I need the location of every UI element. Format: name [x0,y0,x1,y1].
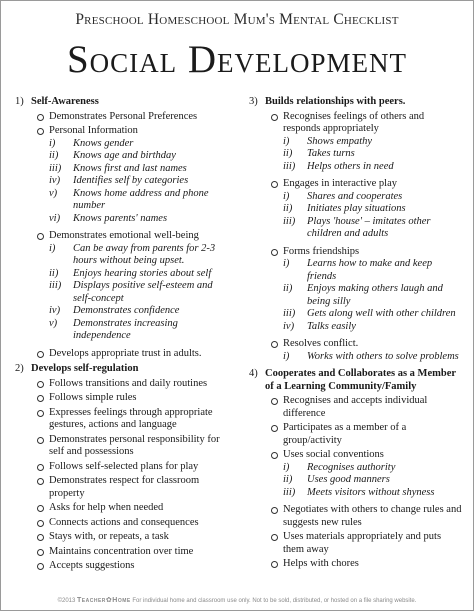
checklist-item: Helps with chores [249,558,463,571]
sub-item: ii) Enjoys hearing stories about self [49,267,212,279]
circle-bullet-icon [37,395,44,402]
sub-item: i) Learns how to make and keep friends [283,258,433,282]
checklist-item: Engages in interactive play [249,178,463,191]
circle-bullet-icon [271,452,278,459]
circle-bullet-icon [37,478,44,485]
section-heading: 1) Self-Awareness [15,96,99,107]
sub-item: i) Shows empathy [283,135,373,147]
section-heading: 3) Builds relationships with peers. [249,96,406,107]
footer-brand: Teacher✿Home [77,597,131,604]
circle-bullet-icon [271,114,278,121]
footer-notice: For individual home and classroom use only. Not to be sold, distributed, or hosted on a file sharing website. [132,598,417,604]
section-learning-community [249,368,463,571]
circle-bullet-icon [271,341,278,348]
section-heading: 4) Cooperates and Collaborates as a Member of a Learning Community/Family [249,368,456,392]
sub-item: ii) Initiates play situations [283,203,406,214]
sub-item: vi) Knows parents' names [49,212,168,224]
circle-bullet-icon [37,381,44,388]
sub-item: i) Recognises authority [283,461,396,473]
checklist-item: Follows simple rules [15,392,233,405]
checklist-item: Participates as a member of a group/activity [249,422,463,447]
circle-bullet-icon [37,563,44,570]
circle-bullet-icon [37,410,44,417]
checklist-item: Follows transitions and daily routines [15,378,233,391]
circle-bullet-icon [37,351,44,358]
checklist-item: Uses social conventions [249,449,463,462]
sub-item: iii) Knows first and last names [49,162,187,174]
checklist-item: Accepts suggestions [15,560,233,573]
circle-bullet-icon [271,534,278,541]
main-title: Social Development [66,38,408,81]
sub-item: iii) Plays 'house' – imitates other children and adults [283,215,431,239]
checklist-item: Demonstrates personal responsibility for self and possessions [15,434,233,459]
sub-item: iii) Gets along well with other children [283,308,456,319]
circle-bullet-icon [37,233,44,240]
sub-item: i) Knows gender [49,137,134,149]
circle-bullet-icon [271,561,278,568]
header-title: Preschool Homeschool Mum's Mental Checklist [75,11,399,28]
checklist-item: Expresses feelings through appropriate gestures, actions and language [15,407,233,432]
checklist-item: Negotiates with others to change rules and suggests new rules [249,504,463,529]
sub-item: i) Shares and cooperates [283,190,403,202]
sub-item: i) Works with others to solve problems [283,350,459,362]
checklist-item: Demonstrates respect for classroom property [15,475,233,500]
sub-item: v) Knows home address and phone number [49,187,209,211]
sub-item: i) Can be away from parents for 2-3 hours without being upset. [49,242,216,266]
circle-bullet-icon [37,534,44,541]
sub-item: ii) Enjoys making others laugh and being silly [283,283,443,307]
circle-bullet-icon [37,520,44,527]
section-self-awareness [15,96,233,360]
checklist-item: Uses materials appropriately and puts them away [249,531,463,556]
checklist-item: Resolves conflict. [249,338,463,351]
checklist-item: Stays with, or repeats, a task [15,531,233,544]
right-column [249,96,463,571]
sub-item: iv) Identifies self by categories [49,175,189,186]
circle-bullet-icon [37,464,44,471]
footer [1,596,473,604]
sub-item: iii) Meets visitors without shyness [283,486,435,498]
circle-bullet-icon [271,507,278,514]
footer-copyright: ©2013 [57,598,76,604]
checklist-item: Connects actions and consequences [15,517,233,530]
checklist-item: Maintains concentration over time [15,546,233,559]
checklist-item: Asks for help when needed [15,502,233,515]
checklist-item: Recognises and accepts individual difference [249,395,463,420]
circle-bullet-icon [37,437,44,444]
sub-item: iv) Talks easily [283,320,356,332]
circle-bullet-icon [37,549,44,556]
left-column [15,96,233,573]
circle-bullet-icon [37,505,44,512]
circle-bullet-icon [271,398,278,405]
circle-bullet-icon [37,114,44,121]
checklist-item: Recognises feelings of others and responds appropriately [249,111,463,136]
section-peer-relationships [249,96,463,363]
circle-bullet-icon [271,425,278,432]
sub-item: ii) Takes turns [283,148,355,159]
sub-item: iii) Helps others in need [283,160,394,172]
circle-bullet-icon [37,128,44,135]
checklist-item: Follows self-selected plans for play [15,461,233,474]
circle-bullet-icon [271,181,278,188]
section-self-regulation [15,363,233,573]
section-heading: 2) Develops self-regulation [15,363,139,374]
circle-bullet-icon [271,249,278,256]
sub-item: iv) Demonstrates confidence [49,305,180,316]
sub-item: v) Demonstrates increasing independence [49,317,178,341]
sub-item: ii) Knows age and birthday [49,150,176,161]
checklist-item: Develops appropriate trust in adults. [15,348,233,361]
checklist-item: Demonstrates Personal Preferences [15,111,233,124]
sub-item: ii) Uses good manners [283,474,390,485]
checklist-item: Personal Information [15,125,233,138]
checklist-item: Demonstrates emotional well-being [15,230,233,243]
sub-item: iii) Displays positive self-esteem and self-concept [49,280,213,304]
checklist-item: Forms friendships [249,246,463,259]
